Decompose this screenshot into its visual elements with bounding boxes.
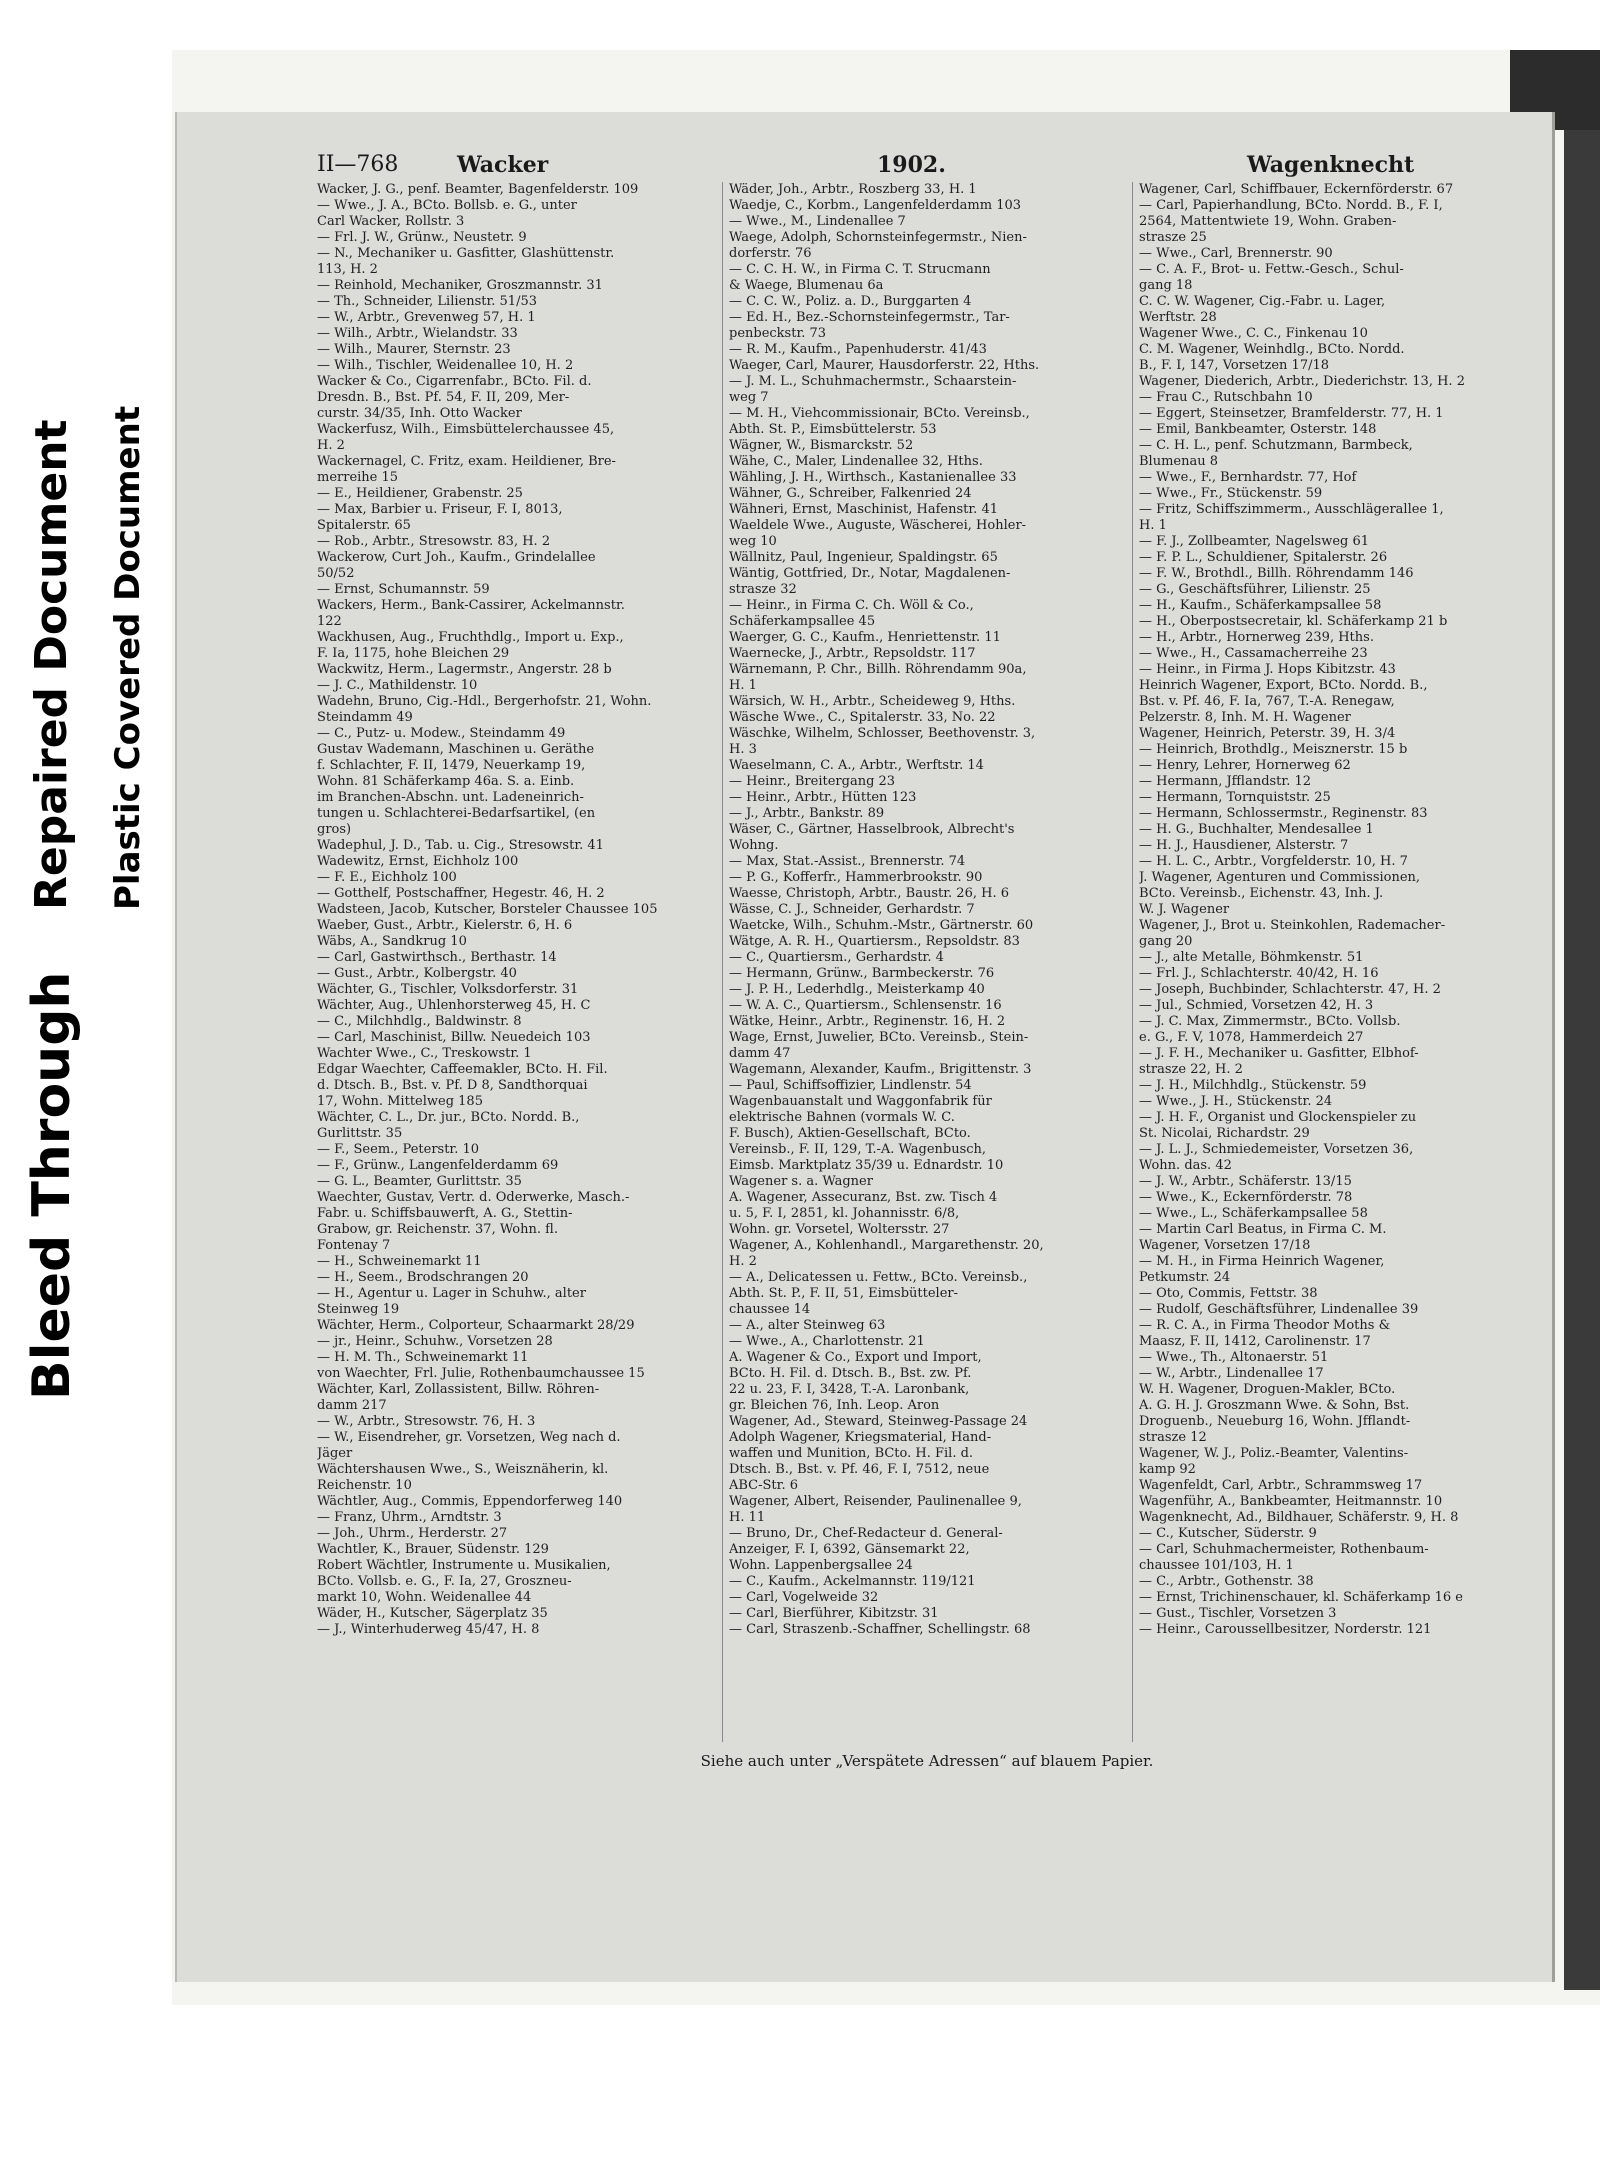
directory-entry: B., F. I, 147, Vorsetzen 17/18	[1139, 358, 1330, 373]
directory-entry: d. Dtsch. B., Bst. v. Pf. D 8, Sandthorquai	[317, 1078, 588, 1093]
directory-entry: — Wilh., Arbtr., Wielandstr. 33	[317, 326, 518, 341]
directory-entry: Dtsch. B., Bst. v. Pf. 46, F. I, 7512, neue	[729, 1462, 990, 1477]
directory-entry: Wäntig, Gottfried, Dr., Notar, Magdalenen-	[729, 566, 1011, 581]
directory-entry: — Joh., Uhrm., Herderstr. 27	[317, 1526, 508, 1541]
directory-entry: — Ed. H., Bez.-Schornsteinfegermstr., Tar-	[729, 310, 1010, 325]
directory-entry: Fontenay 7	[317, 1238, 391, 1253]
page-header	[317, 152, 1537, 182]
directory-entry: H. 3	[729, 742, 757, 757]
directory-entry: Wächter, Karl, Zollassistent, Billw. Röhren-	[317, 1382, 600, 1397]
directory-entry: — J. F. H., Mechaniker u. Gasfitter, Elbhof-	[1139, 1046, 1419, 1061]
directory-entry: — Franz, Uhrm., Arndtstr. 3	[317, 1510, 502, 1525]
year: 1902.	[877, 152, 946, 178]
directory-entry: — W., Arbtr., Grevenweg 57, H. 1	[317, 310, 536, 325]
directory-entry: — F., Seem., Peterstr. 10	[317, 1142, 480, 1157]
directory-entry: Dresdn. B., Bst. Pf. 54, F. II, 209, Mer-	[317, 390, 570, 405]
directory-entry: Wagenbauanstalt und Waggonfabrik für	[729, 1094, 992, 1109]
directory-entry: Wäser, C., Gärtner, Hasselbrook, Albrecht's	[729, 822, 1015, 837]
directory-entry: — H. J., Hausdiener, Alsterstr. 7	[1139, 838, 1349, 853]
directory-entry: — H. M. Th., Schweinemarkt 11	[317, 1350, 529, 1365]
directory-entry: Wägner, W., Bismarckstr. 52	[729, 438, 914, 453]
directory-entry: — Carl, Papierhandlung, BCto. Nordd. B., F. I,	[1139, 198, 1443, 213]
directory-entry: strasze 25	[1139, 230, 1207, 245]
directory-entry: — W., Arbtr., Lindenallee 17	[1139, 1366, 1324, 1381]
directory-entry: e. G., F. V, 1078, Hammerdeich 27	[1139, 1030, 1364, 1045]
directory-entry: Wagemann, Alexander, Kaufm., Brigittenstr. 3	[729, 1062, 1032, 1077]
directory-entry: strasze 12	[1139, 1430, 1207, 1445]
directory-entry: Wadehn, Bruno, Cig.-Hdl., Bergerhofstr. 21, Wohn.	[317, 694, 652, 709]
directory-entry: — W. A. C., Quartiersm., Schlensenstr. 16	[729, 998, 1002, 1013]
directory-entry: waffen und Munition, BCto. H. Fil. d.	[729, 1446, 974, 1461]
directory-entry: ABC-Str. 6	[729, 1478, 798, 1493]
page-number: II—768	[317, 152, 399, 177]
directory-entry: F. Ia, 1175, hohe Bleichen 29	[317, 646, 510, 661]
directory-entry: Waernecke, J., Arbtr., Repsoldstr. 117	[729, 646, 976, 661]
directory-entry: — Carl, Gastwirthsch., Berthastr. 14	[317, 950, 557, 965]
directory-entry: Wachter Wwe., C., Treskowstr. 1	[317, 1046, 532, 1061]
directory-entry: — Carl, Straszenb.-Schaffner, Schellingstr. 68	[729, 1622, 1031, 1637]
directory-entry: Wagenführ, A., Bankbeamter, Heitmannstr. 10	[1139, 1494, 1443, 1509]
directory-entry: Wage, Ernst, Juwelier, BCto. Vereinsb., Stein-	[729, 1030, 1029, 1045]
directory-entry: chaussee 14	[729, 1302, 811, 1317]
directory-entry: — N., Mechaniker u. Gasfitter, Glashüttenstr.	[317, 246, 615, 261]
directory-entry: — Wwe., L., Schäferkampsallee 58	[1139, 1206, 1368, 1221]
directory-entry: Wadewitz, Ernst, Eichholz 100	[317, 854, 519, 869]
directory-entry: Petkumstr. 24	[1139, 1270, 1231, 1285]
right-page-edge	[1564, 130, 1600, 1990]
directory-entry: Waetcke, Wilh., Schuhm.-Mstr., Gärtnerstr. 60	[729, 918, 1034, 933]
directory-entry: — Jul., Schmied, Vorsetzen 42, H. 3	[1139, 998, 1374, 1013]
directory-entry: Wächter, Herm., Colporteur, Schaarmarkt 28/29	[317, 1318, 635, 1333]
directory-entry: gr. Bleichen 76, Inh. Leop. Aron	[729, 1398, 940, 1413]
directory-entry: — Wwe., M., Lindenallee 7	[729, 214, 906, 229]
left-catchword: Wacker	[457, 152, 549, 178]
right-catchword: Wagenknecht	[1247, 152, 1415, 178]
directory-entry: — Wwe., Carl, Brennerstr. 90	[1139, 246, 1333, 261]
directory-entry: — Max, Stat.-Assist., Brennerstr. 74	[729, 854, 966, 869]
directory-entry: — C. C. W., Poliz. a. D., Burggarten 4	[729, 294, 972, 309]
directory-entry: Wohng.	[729, 838, 779, 853]
directory-entry: Wächtershausen Wwe., S., Weisznäherin, kl.	[317, 1462, 609, 1477]
directory-entry: von Waechter, Frl. Julie, Rothenbaumchaussee 15	[317, 1366, 645, 1381]
directory-entry: Wähe, C., Maler, Lindenallee 32, Hths.	[729, 454, 983, 469]
directory-entry: — Gust., Tischler, Vorsetzen 3	[1139, 1606, 1337, 1621]
directory-entry: strasze 32	[729, 582, 797, 597]
directory-entry: Wähner, G., Schreiber, Falkenried 24	[729, 486, 972, 501]
directory-entry: — Wwe., F., Bernhardstr. 77, Hof	[1139, 470, 1357, 485]
directory-entry: — H. G., Buchhalter, Mendesallee 1	[1139, 822, 1374, 837]
directory-entry: Wohn. gr. Vorsetel, Woltersstr. 27	[729, 1222, 950, 1237]
directory-entry: im Branchen-Abschn. unt. Ladeneinrich-	[317, 790, 584, 805]
directory-entry: tungen u. Schlachterei-Bedarfsartikel, (en	[317, 806, 596, 821]
directory-entry: Heinrich Wagener, Export, BCto. Nordd. B.,	[1139, 678, 1428, 693]
directory-entry: BCto. Vereinsb., Eichenstr. 43, Inh. J.	[1139, 886, 1384, 901]
directory-entry: Waerger, G. C., Kaufm., Henriettenstr. 11	[729, 630, 1001, 645]
directory-entry: — H., Oberpostsecretair, kl. Schäferkamp 21 b	[1139, 614, 1448, 629]
directory-entry: Waesse, Christoph, Arbtr., Baustr. 26, H. 6	[729, 886, 1009, 901]
directory-entry: Wärnemann, P. Chr., Billh. Röhrendamm 90a,	[729, 662, 1027, 677]
directory-entry: — Max, Barbier u. Friseur, F. I, 8013,	[317, 502, 563, 517]
directory-entry: Wohn. das. 42	[1139, 1158, 1232, 1173]
directory-entry: Wacker, J. G., penf. Beamter, Bagenfelderstr. 109	[317, 182, 639, 197]
directory-entry: — J., alte Metalle, Böhmkenstr. 51	[1139, 950, 1364, 965]
directory-entry: damm 217	[317, 1398, 387, 1413]
directory-entry: 50/52	[317, 566, 355, 581]
directory-entry: Vereinsb., F. II, 129, T.-A. Wagenbusch,	[729, 1142, 987, 1157]
directory-entry: Wadsteen, Jacob, Kutscher, Borsteler Chaussee 105	[317, 902, 658, 917]
directory-entry: Wächtler, Aug., Commis, Eppendorferweg 140	[317, 1494, 623, 1509]
directory-entry: Wällnitz, Paul, Ingenieur, Spaldingstr. 65	[729, 550, 998, 565]
directory-entry: Schäferkampsallee 45	[729, 614, 876, 629]
directory-entry: weg 7	[729, 390, 769, 405]
directory-entry: Wäder, H., Kutscher, Sägerplatz 35	[317, 1606, 548, 1621]
directory-entry: — Fritz, Schiffszimmerm., Ausschlägerallee 1,	[1139, 502, 1444, 517]
directory-entry: Wäsche Wwe., C., Spitalerstr. 33, No. 22	[729, 710, 996, 725]
directory-entry: — A., Delicatessen u. Fettw., BCto. Vereinsb.,	[729, 1270, 1028, 1285]
directory-entry: — Heinr., in Firma J. Hops Kibitzstr. 43	[1139, 662, 1396, 677]
directory-entry: chaussee 101/103, H. 1	[1139, 1558, 1294, 1573]
directory-entry: u. 5, F. I, 2851, kl. Johannisstr. 6/8,	[729, 1206, 960, 1221]
directory-entry: Wagener, J., Brot u. Steinkohlen, Rademacher-	[1139, 918, 1446, 933]
directory-entry: — W., Eisendreher, gr. Vorsetzen, Weg nach d.	[317, 1430, 621, 1445]
directory-entry: — H. L. C., Arbtr., Vorgfelderstr. 10, H. 7	[1139, 854, 1408, 869]
directory-entry: Wackers, Herm., Bank-Cassirer, Ackelmannstr.	[317, 598, 625, 613]
directory-entry: — Heinr., Arbtr., Hütten 123	[729, 790, 917, 805]
directory-entry: 122	[317, 614, 342, 629]
directory-entry: Wackerfusz, Wilh., Eimsbüttelerchaussee 45,	[317, 422, 615, 437]
directory-entry: gros)	[317, 822, 352, 837]
directory-entry: Wäschke, Wilhelm, Schlosser, Beethovenstr. 3,	[729, 726, 1036, 741]
directory-entry: — Eggert, Steinsetzer, Bramfelderstr. 77, H. 1	[1139, 406, 1444, 421]
directory-entry: — M. H., in Firma Heinrich Wagener,	[1139, 1254, 1385, 1269]
directory-entry: W. J. Wagener	[1139, 902, 1230, 917]
directory-entry: — F., Grünw., Langenfelderdamm 69	[317, 1158, 559, 1173]
directory-entry: Pelzerstr. 8, Inh. M. H. Wagener	[1139, 710, 1351, 725]
directory-entry: gang 20	[1139, 934, 1193, 949]
directory-entry: Anzeiger, F. I, 6392, Gänsemarkt 22,	[729, 1542, 970, 1557]
directory-entry: H. 1	[1139, 518, 1167, 533]
directory-entry: — E., Heildiener, Grabenstr. 25	[317, 486, 523, 501]
directory-entry: — Wwe., J. A., BCto. Bollsb. e. G., unter	[317, 198, 577, 213]
directory-entry: F. Busch), Aktien-Gesellschaft, BCto.	[729, 1126, 971, 1141]
directory-entry: Wacker & Co., Cigarrenfabr., BCto. Fil. d.	[317, 374, 592, 389]
directory-entry: — C., Milchhdlg., Baldwinstr. 8	[317, 1014, 522, 1029]
directory-entry: Jäger	[317, 1446, 353, 1461]
directory-entry: — Heinr., Caroussellbesitzer, Norderstr. 121	[1139, 1622, 1432, 1637]
directory-entry: — Hermann, Schlossermstr., Reginenstr. 83	[1139, 806, 1428, 821]
directory-entry: Wächter, Aug., Uhlenhorsterweg 45, H. C	[317, 998, 591, 1013]
directory-entry: — W., Arbtr., Stresowstr. 76, H. 3	[317, 1414, 536, 1429]
directory-entry: — Frau C., Rutschbahn 10	[1139, 390, 1313, 405]
directory-entry: & Waege, Blumenau 6a	[729, 278, 884, 293]
directory-entry: — Frl. J. W., Grünw., Neustetr. 9	[317, 230, 527, 245]
directory-entry: — Frl. J., Schlachterstr. 40/42, H. 16	[1139, 966, 1379, 981]
directory-entry: — Wwe., Th., Altonaerstr. 51	[1139, 1350, 1329, 1365]
directory-entry: — H., Seem., Brodschrangen 20	[317, 1270, 529, 1285]
directory-entry: — C., Quartiersm., Gerhardstr. 4	[729, 950, 944, 965]
directory-entry: — J. H., Milchhdlg., Stückenstr. 59	[1139, 1078, 1367, 1093]
directory-entry: — Heinrich, Brothdlg., Meisznerstr. 15 b	[1139, 742, 1408, 757]
directory-entry: damm 47	[729, 1046, 791, 1061]
directory-entry: — Ernst, Trichinenschauer, kl. Schäferkamp 16 e	[1139, 1590, 1463, 1605]
directory-entry: — J. P. H., Lederhdlg., Meisterkamp 40	[729, 982, 985, 997]
directory-entry: Wackhusen, Aug., Fruchthdlg., Import u. Exp.,	[317, 630, 624, 645]
directory-entry: — R. C. A., in Firma Theodor Moths &	[1139, 1318, 1391, 1333]
directory-entry: Blumenau 8	[1139, 454, 1219, 469]
directory-entry: Wohn. 81 Schäferkamp 46a. S. a. Einb.	[317, 774, 575, 789]
directory-entry: Carl Wacker, Rollstr. 3	[317, 214, 465, 229]
directory-entry: Wagener, Ad., Steward, Steinweg-Passage 24	[729, 1414, 1028, 1429]
directory-entry: Waeldele Wwe., Auguste, Wäscherei, Hohler-	[729, 518, 1027, 533]
side-labels	[0, 380, 180, 1420]
directory-entry: — Hermann, Jfflandstr. 12	[1139, 774, 1312, 789]
column-2	[722, 182, 1124, 1742]
directory-entry: Gustav Wademann, Maschinen u. Geräthe	[317, 742, 595, 757]
directory-entry: — Th., Schneider, Lilienstr. 51/53	[317, 294, 538, 309]
directory-entry: Wähneri, Ernst, Maschinist, Hafenstr. 41	[729, 502, 998, 517]
directory-entry: elektrische Bahnen (vormals W. C.	[729, 1110, 955, 1125]
directory-entry: — J. M. L., Schuhmachermstr., Schaarstein-	[729, 374, 1017, 389]
directory-entry: H. 1	[729, 678, 757, 693]
directory-entry: — Wilh., Maurer, Sternstr. 23	[317, 342, 511, 357]
directory-entry: merreihe 15	[317, 470, 399, 485]
directory-entry: — M. H., Viehcommissionair, BCto. Vereinsb.,	[729, 406, 1030, 421]
directory-entry: — Gotthelf, Postschaffner, Hegestr. 46, H. 2	[317, 886, 605, 901]
directory-entry: — F. J., Zollbeamter, Nagelsweg 61	[1139, 534, 1370, 549]
directory-entry: — J. C., Mathildenstr. 10	[317, 678, 478, 693]
directory-entry: Wächter, C. L., Dr. jur., BCto. Nordd. B.,	[317, 1110, 580, 1125]
directory-entry: H. 2	[317, 438, 345, 453]
directory-entry: Wagener Wwe., C. C., Finkenau 10	[1139, 326, 1368, 341]
directory-entry: Waeger, Carl, Maurer, Hausdorferstr. 22, Hths.	[729, 358, 1040, 373]
directory-entry: Wohn. Lappenbergsallee 24	[729, 1558, 913, 1573]
directory-entry: Edgar Waechter, Caffeemakler, BCto. H. Fil.	[317, 1062, 608, 1077]
directory-entry: — Emil, Bankbeamter, Osterstr. 148	[1139, 422, 1377, 437]
directory-entry: Wähling, J. H., Wirthsch., Kastanienallee 33	[729, 470, 1017, 485]
directory-entry: — Wwe., J. H., Stückenstr. 24	[1139, 1094, 1333, 1109]
directory-entry: 17, Wohn. Mittelweg 185	[317, 1094, 483, 1109]
directory-entry: — Wwe., Fr., Stückenstr. 59	[1139, 486, 1323, 501]
directory-entry: A. Wagener & Co., Export und Import,	[729, 1350, 982, 1365]
directory-entry: J. Wagener, Agenturen und Commissionen,	[1139, 870, 1421, 885]
directory-entry: — Heinr., Breitergang 23	[729, 774, 896, 789]
directory-entry: H. 11	[729, 1510, 766, 1525]
directory-entry: — Paul, Schiffsoffizier, Lindlenstr. 54	[729, 1078, 972, 1093]
directory-entry: — J. C. Max, Zimmermstr., BCto. Vollsb.	[1139, 1014, 1401, 1029]
directory-entry: — C., Arbtr., Gothenstr. 38	[1139, 1574, 1314, 1589]
directory-entry: — G., Geschäftsführer, Lilienstr. 25	[1139, 582, 1371, 597]
directory-entry: strasze 22, H. 2	[1139, 1062, 1243, 1077]
directory-entry: — Carl, Maschinist, Billw. Neuedeich 103	[317, 1030, 591, 1045]
directory-entry: — Rudolf, Geschäftsführer, Lindenallee 39	[1139, 1302, 1419, 1317]
directory-entry: — Carl, Bierführer, Kibitzstr. 31	[729, 1606, 939, 1621]
directory-entry: — F. W., Brothdl., Billh. Röhrendamm 146	[1139, 566, 1414, 581]
directory-entry: — Henry, Lehrer, Hornerweg 62	[1139, 758, 1351, 773]
directory-entry: — Martin Carl Beatus, in Firma C. M.	[1139, 1222, 1387, 1237]
directory-page	[175, 112, 1555, 1982]
directory-entry: BCto. Vollsb. e. G., F. Ia, 27, Groszneu-	[317, 1574, 572, 1589]
directory-entry: — A., alter Steinweg 63	[729, 1318, 886, 1333]
directory-entry: Steinweg 19	[317, 1302, 400, 1317]
directory-entry: Grabow, gr. Reichenstr. 37, Wohn. fl.	[317, 1222, 558, 1237]
directory-entry: Eimsb. Marktplatz 35/39 u. Ednardstr. 10	[729, 1158, 1004, 1173]
directory-entry: — jr., Heinr., Schuhw., Vorsetzen 28	[317, 1334, 553, 1349]
directory-entry: — H., Kaufm., Schäferkampsallee 58	[1139, 598, 1382, 613]
directory-entry: C. C. W. Wagener, Cig.-Fabr. u. Lager,	[1139, 294, 1386, 309]
directory-entry: 113, H. 2	[317, 262, 378, 277]
directory-entry: Werftstr. 28	[1139, 310, 1217, 325]
directory-entry: Wackernagel, C. Fritz, exam. Heildiener, Bre-	[317, 454, 616, 469]
directory-entry: — J. H. F., Organist und Glockenspieler zu	[1139, 1110, 1417, 1125]
directory-entry: A. Wagener, Assecuranz, Bst. zw. Tisch 4	[729, 1190, 998, 1205]
directory-entry: — Oto, Commis, Fettstr. 38	[1139, 1286, 1318, 1301]
directory-entry: Wagener, A., Kohlenhandl., Margarethenstr. 20,	[729, 1238, 1044, 1253]
directory-entry: — C., Putz- u. Modew., Steindamm 49	[317, 726, 566, 741]
directory-entry: Fabr. u. Schiffsbauwerft, A. G., Stettin-	[317, 1206, 573, 1221]
directory-entry: Wagener, Vorsetzen 17/18	[1139, 1238, 1311, 1253]
column-1	[317, 182, 712, 1742]
directory-entry: Robert Wächtler, Instrumente u. Musikalien,	[317, 1558, 611, 1573]
column-3	[1132, 182, 1534, 1742]
directory-entry: — Reinhold, Mechaniker, Groszmannstr. 31	[317, 278, 603, 293]
directory-entry: f. Schlachter, F. II, 1479, Neuerkamp 19,	[317, 758, 586, 773]
directory-entry: Wässe, C. J., Schneider, Gerhardstr. 7	[729, 902, 975, 917]
repaired-document-label: Repaired Document	[26, 419, 77, 910]
directory-entry: — C. C. H. W., in Firma C. T. Strucmann	[729, 262, 991, 277]
directory-entry: Wätge, A. R. H., Quartiersm., Repsoldstr. 83	[729, 934, 1020, 949]
directory-entry: 22 u. 23, F. I, 3428, T.-A. Laronbank,	[729, 1382, 970, 1397]
directory-entry: Waechter, Gustav, Vertr. d. Oderwerke, Masch.-	[317, 1190, 630, 1205]
directory-entry: — Wilh., Tischler, Weidenallee 10, H. 2	[317, 358, 574, 373]
directory-entry: Wagener, Carl, Schiffbauer, Eckernförderstr. 67	[1139, 182, 1454, 197]
directory-entry: Gurlittstr. 35	[317, 1126, 403, 1141]
directory-entry: — Heinr., in Firma C. Ch. Wöll & Co.,	[729, 598, 974, 613]
directory-entry: — J., Arbtr., Bankstr. 89	[729, 806, 885, 821]
directory-entry: — Hermann, Grünw., Barmbeckerstr. 76	[729, 966, 995, 981]
directory-entry: Wagenfeldt, Carl, Arbtr., Schrammsweg 17	[1139, 1478, 1423, 1493]
directory-entry: Wadephul, J. D., Tab. u. Cig., Stresowstr. 41	[317, 838, 604, 853]
directory-entry: Wagener, Heinrich, Peterstr. 39, H. 3/4	[1139, 726, 1396, 741]
directory-entry: Droguenb., Neueburg 16, Wohn. Jfflandt-	[1139, 1414, 1411, 1429]
directory-entry: Wätke, Heinr., Arbtr., Reginenstr. 16, H. 2	[729, 1014, 1006, 1029]
directory-entry: Wagener, Diederich, Arbtr., Diederichstr. 13, H. 2	[1139, 374, 1465, 389]
directory-entry: — C. A. F., Brot- u. Fettw.-Gesch., Schul-	[1139, 262, 1404, 277]
bleed-through-label: Bleed Through	[22, 971, 82, 1400]
directory-entry: — Carl, Schuhmachermeister, Rothenbaum-	[1139, 1542, 1429, 1557]
directory-entry: — R. M., Kaufm., Papenhuderstr. 41/43	[729, 342, 987, 357]
plastic-covered-label: Plastic Covered Document	[108, 405, 148, 910]
directory-entry: Wäbs, A., Sandkrug 10	[317, 934, 467, 949]
directory-entry: W. H. Wagener, Droguen-Makler, BCto.	[1139, 1382, 1396, 1397]
directory-entry: — Gust., Arbtr., Kolbergstr. 40	[317, 966, 517, 981]
directory-entry: — C., Kaufm., Ackelmannstr. 119/121	[729, 1574, 976, 1589]
directory-entry: 2564, Mattentwiete 19, Wohn. Graben-	[1139, 214, 1397, 229]
directory-entry: Abth. St. P., Eimsbüttelerstr. 53	[729, 422, 937, 437]
directory-entry: C. M. Wagener, Weinhdlg., BCto. Nordd.	[1139, 342, 1405, 357]
directory-entry: Wachtler, K., Brauer, Südenstr. 129	[317, 1542, 549, 1557]
directory-entry: weg 10	[729, 534, 777, 549]
directory-entry: Wärsich, W. H., Arbtr., Scheideweg 9, Hths.	[729, 694, 1016, 709]
directory-entry: Wackwitz, Herm., Lagermstr., Angerstr. 28 b	[317, 662, 612, 677]
directory-entry: — H., Arbtr., Hornerweg 239, Hths.	[1139, 630, 1374, 645]
directory-entry: BCto. H. Fil. d. Dtsch. B., Bst. zw. Pf.	[729, 1366, 972, 1381]
directory-entry: St. Nicolai, Richardstr. 29	[1139, 1126, 1310, 1141]
directory-entry: — H., Schweinemarkt 11	[317, 1254, 482, 1269]
directory-entry: Wäder, Joh., Arbtr., Roszberg 33, H. 1	[729, 182, 977, 197]
directory-entry: — C., Kutscher, Süderstr. 9	[1139, 1526, 1317, 1541]
directory-entry: — F. P. L., Schuldiener, Spitalerstr. 26	[1139, 550, 1388, 565]
directory-entry: — Ernst, Schumannstr. 59	[317, 582, 490, 597]
directory-entry: Waege, Adolph, Schornsteinfegermstr., Nien-	[729, 230, 1027, 245]
directory-entry: Wagener, Albert, Reisender, Paulinenallee 9,	[729, 1494, 1022, 1509]
directory-entry: dorferstr. 76	[729, 246, 812, 261]
directory-entry: — Hermann, Tornquiststr. 25	[1139, 790, 1331, 805]
directory-entry: Abth. St. P., F. II, 51, Eimsbütteler-	[729, 1286, 959, 1301]
directory-entry: — P. G., Kofferfr., Hammerbrookstr. 90	[729, 870, 983, 885]
directory-entry: — H., Agentur u. Lager in Schuhw., alter	[317, 1286, 586, 1301]
directory-entry: — Wwe., A., Charlottenstr. 21	[729, 1334, 925, 1349]
directory-entry: Wackerow, Curt Joh., Kaufm., Grindelallee	[317, 550, 596, 565]
directory-entry: Wächter, G., Tischler, Volksdorferstr. 31	[317, 982, 579, 997]
directory-entry: — F. E., Eichholz 100	[317, 870, 457, 885]
directory-entry: Bst. v. Pf. 46, F. Ia, 767, T.-A. Renegaw,	[1139, 694, 1395, 709]
directory-entry: Wagenknecht, Ad., Bildhauer, Schäferstr. 9, H. 8	[1139, 1510, 1459, 1525]
directory-entry: — J., Winterhuderweg 45/47, H. 8	[317, 1622, 540, 1637]
directory-entry: — Bruno, Dr., Chef-Redacteur d. General-	[729, 1526, 1003, 1541]
directory-entry: — Wwe., H., Cassamacherreihe 23	[1139, 646, 1368, 661]
directory-entry: Reichenstr. 10	[317, 1478, 412, 1493]
directory-entry: Waeber, Gust., Arbtr., Kielerstr. 6, H. 6	[317, 918, 573, 933]
directory-entry: penbeckstr. 73	[729, 326, 827, 341]
directory-entry: — Wwe., K., Eckernförderstr. 78	[1139, 1190, 1353, 1205]
directory-entry: gang 18	[1139, 278, 1193, 293]
directory-entry: markt 10, Wohn. Weidenallee 44	[317, 1590, 532, 1605]
directory-entry: — J. L. J., Schmiedemeister, Vorsetzen 36,	[1139, 1142, 1414, 1157]
directory-entry: Steindamm 49	[317, 710, 413, 725]
directory-entry: Spitalerstr. 65	[317, 518, 411, 533]
directory-entry: — G. L., Beamter, Gurlittstr. 35	[317, 1174, 522, 1189]
footer-note: Siehe auch unter „Verspätete Adressen“ auf blauem Papier.	[700, 1752, 1154, 1770]
directory-entry: Wagener, W. J., Poliz.-Beamter, Valentins-	[1139, 1446, 1409, 1461]
directory-entry: Maasz, F. II, 1412, Carolinenstr. 17	[1139, 1334, 1371, 1349]
directory-entry: — Joseph, Buchbinder, Schlachterstr. 47, H. 2	[1139, 982, 1441, 997]
directory-entry: Wagener s. a. Wagner	[729, 1174, 873, 1189]
directory-entry: — J. W., Arbtr., Schäferstr. 13/15	[1139, 1174, 1352, 1189]
directory-entry: H. 2	[729, 1254, 757, 1269]
directory-entry: kamp 92	[1139, 1462, 1196, 1477]
directory-entry: Waedje, C., Korbm., Langenfelderdamm 103	[729, 198, 1022, 213]
directory-entry: — Carl, Vogelweide 32	[729, 1590, 879, 1605]
directory-entry: — C. H. L., penf. Schutzmann, Barmbeck,	[1139, 438, 1413, 453]
entry-columns	[317, 182, 1542, 1742]
directory-entry: Adolph Wagener, Kriegsmaterial, Hand-	[729, 1430, 992, 1445]
directory-entry: curstr. 34/35, Inh. Otto Wacker	[317, 406, 522, 421]
directory-entry: — Rob., Arbtr., Stresowstr. 83, H. 2	[317, 534, 551, 549]
directory-entry: A. G. H. J. Groszmann Wwe. & Sohn, Bst.	[1139, 1398, 1410, 1413]
directory-entry: Waeselmann, C. A., Arbtr., Werftstr. 14	[729, 758, 984, 773]
